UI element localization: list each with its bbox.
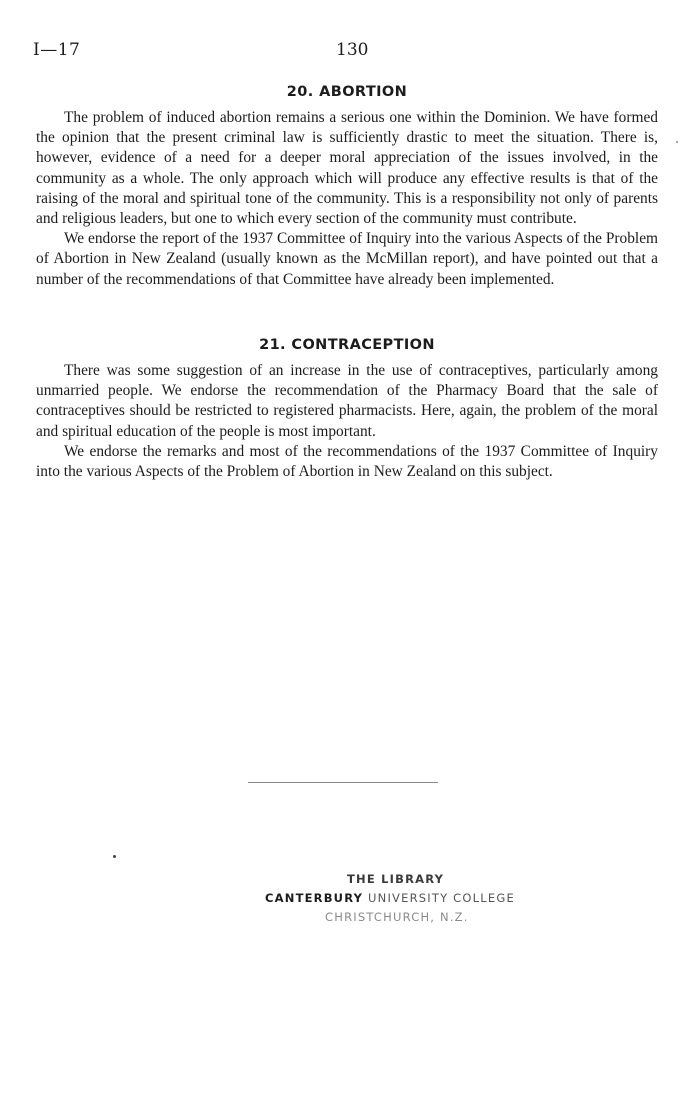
scan-speck bbox=[113, 855, 116, 858]
paragraph: We endorse the remarks and most of the recommendations of the 1937 Committee of Inquiry into the various Aspects of the Problem of Abortion in New Zealand on this subject. bbox=[36, 442, 658, 481]
page-reference: I—17 bbox=[33, 40, 81, 60]
stamp-line-city: CHRISTCHURCH, N.Z. bbox=[325, 910, 469, 924]
stamp-word-canterbury: CANTERBURY bbox=[265, 891, 364, 905]
stamp-line-library: THE LIBRARY bbox=[347, 872, 445, 886]
page-number: 130 bbox=[336, 40, 369, 60]
scan-speck bbox=[676, 141, 678, 143]
section-contraception bbox=[36, 337, 658, 482]
stamp-line-college bbox=[265, 891, 565, 905]
paragraph: There was some suggestion of an increase in the use of contraceptives, particularly among unmarried people. We endorse the recommendation of the Pharmacy Board that the sale of contraceptives should be restricted to registered pharmacists. Here, again, the problem of the moral and spiritual education of the people is most important. bbox=[36, 362, 658, 440]
section-heading: 20. ABORTION bbox=[286, 84, 408, 100]
section-heading: 21. CONTRACEPTION bbox=[259, 337, 435, 353]
library-stamp bbox=[265, 872, 565, 924]
section-abortion bbox=[36, 84, 658, 290]
paragraph: We endorse the report of the 1937 Committee of Inquiry into the various Aspects of the Problem of Abortion in New Zealand (usually known as the McMillan report), and have pointed out that a number of the recommendations of that Committee have already been implemented. bbox=[36, 230, 658, 288]
paragraph: The problem of induced abortion remains a serious one within the Dominion. We have formed the opinion that the present criminal law is sufficiently drastic to meet the situation. There is, however, evidence of a need for a deeper moral appreciation of the issues involved, in the community as a whole. The only approach which will produce any effective results is that of the raising of the moral and spiritual tone of the community. This is a responsibility not only of parents and religious leaders, but one to which every section of the community must contribute. bbox=[36, 109, 658, 228]
stamp-word-college: UNIVERSITY COLLEGE bbox=[368, 891, 515, 905]
divider-rule bbox=[248, 782, 438, 783]
